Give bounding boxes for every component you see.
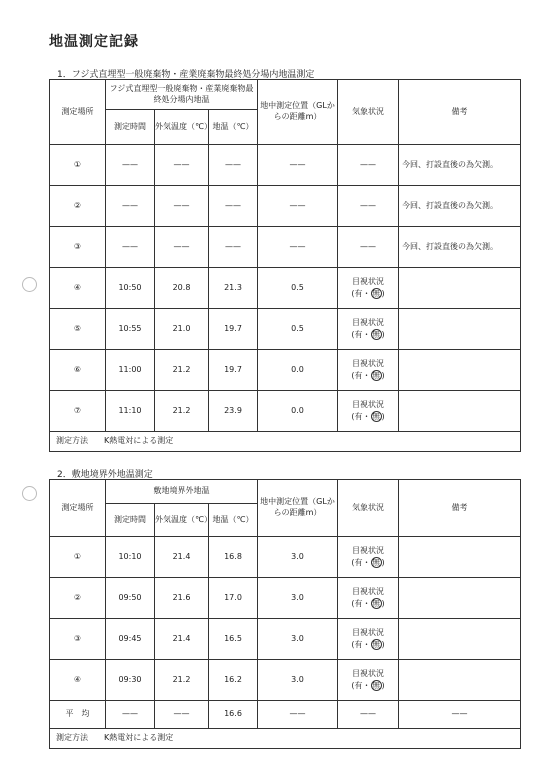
cell-depth: 3.0 bbox=[258, 660, 338, 701]
cell-remarks bbox=[399, 537, 521, 578]
cell-weather: —— bbox=[338, 186, 399, 227]
weather-label: 目視状況 bbox=[352, 545, 384, 555]
cell-weather: 目視状況 (有・ 無 ) bbox=[338, 537, 399, 578]
weather-no-circled: 無 bbox=[372, 288, 381, 298]
cell-time: —— bbox=[106, 145, 155, 186]
cell-remarks bbox=[399, 391, 521, 432]
header-location: 測定場所 bbox=[50, 480, 106, 537]
cell-remarks bbox=[399, 350, 521, 391]
cell-depth: —— bbox=[258, 145, 338, 186]
cell-air-temp: 20.8 bbox=[155, 268, 209, 309]
cell-air-temp: 21.6 bbox=[155, 578, 209, 619]
weather-yes: 有 bbox=[354, 329, 363, 339]
cell-time: 09:30 bbox=[106, 660, 155, 701]
cell-time: 10:50 bbox=[106, 268, 155, 309]
cell-location: ② bbox=[50, 186, 106, 227]
cell-ground-temp: —— bbox=[209, 186, 258, 227]
cell-depth: —— bbox=[258, 701, 338, 729]
section2-heading: 2．敷地境界外地温測定 bbox=[57, 470, 153, 480]
cell-air-temp: —— bbox=[155, 227, 209, 268]
cell-ground-temp: —— bbox=[209, 145, 258, 186]
cell-remarks bbox=[399, 309, 521, 350]
header-group: 敷地境界外地温 bbox=[106, 480, 258, 504]
cell-time: 11:00 bbox=[106, 350, 155, 391]
weather-yes: 有 bbox=[354, 557, 363, 567]
cell-depth: 0.0 bbox=[258, 350, 338, 391]
cell-time: —— bbox=[106, 227, 155, 268]
header-depth: 地中測定位置（GLからの距離m） bbox=[258, 480, 338, 537]
table-row bbox=[50, 227, 521, 268]
weather-label: 目視状況 bbox=[352, 317, 385, 327]
cell-weather: —— bbox=[338, 701, 399, 729]
cell-location: ③ bbox=[50, 227, 106, 268]
cell-location: ⑥ bbox=[50, 350, 106, 391]
weather-label: 目視状況 bbox=[352, 358, 385, 368]
cell-time: 10:10 bbox=[106, 537, 155, 578]
cell-location: ① bbox=[50, 145, 106, 186]
cell-ground-temp: 16.8 bbox=[209, 537, 258, 578]
weather-label: 目視状況 bbox=[352, 668, 384, 678]
cell-remarks bbox=[399, 578, 521, 619]
cell-time: 09:45 bbox=[106, 619, 155, 660]
punch-hole-1 bbox=[22, 277, 37, 292]
cell-location: ④ bbox=[50, 268, 106, 309]
cell-ground-temp: 16.2 bbox=[209, 660, 258, 701]
header-location: 測定場所 bbox=[50, 80, 106, 145]
cell-air-temp: 21.4 bbox=[155, 619, 209, 660]
cell-remarks: —— bbox=[399, 701, 521, 729]
cell-depth: 0.5 bbox=[258, 268, 338, 309]
cell-time: 09:50 bbox=[106, 578, 155, 619]
cell-ground-temp: 16.6 bbox=[209, 701, 258, 729]
cell-depth: 3.0 bbox=[258, 619, 338, 660]
cell-depth: —— bbox=[258, 227, 338, 268]
weather-no-circled: 無 bbox=[372, 639, 380, 649]
weather-label: 目視状況 bbox=[352, 276, 385, 286]
cell-depth: 3.0 bbox=[258, 537, 338, 578]
weather-label: 目視状況 bbox=[352, 399, 385, 409]
cell-remarks bbox=[399, 268, 521, 309]
cell-depth: —— bbox=[258, 186, 338, 227]
weather-no-circled: 無 bbox=[372, 329, 381, 339]
cell-weather: —— bbox=[338, 227, 399, 268]
header-group: フジ式直埋型一般廃棄物・産業廃棄物最終処分場内地温 bbox=[106, 80, 258, 110]
ground-temp-table-1 bbox=[49, 79, 521, 452]
cell-time: —— bbox=[106, 186, 155, 227]
header-time: 測定時間 bbox=[106, 504, 155, 537]
table-row bbox=[50, 145, 521, 186]
table-row bbox=[50, 391, 521, 432]
cell-depth: 0.5 bbox=[258, 309, 338, 350]
cell-depth: 0.0 bbox=[258, 391, 338, 432]
table-row bbox=[50, 309, 521, 350]
cell-air-temp: —— bbox=[155, 701, 209, 729]
weather-no-circled: 無 bbox=[372, 598, 380, 608]
cell-location: ② bbox=[50, 578, 106, 619]
cell-air-temp: 21.2 bbox=[155, 350, 209, 391]
cell-remarks: 今回、打設直後の為欠測。 bbox=[399, 145, 521, 186]
cell-ground-temp: 23.9 bbox=[209, 391, 258, 432]
cell-average-label: 平 均 bbox=[50, 701, 106, 729]
weather-yes: 有 bbox=[354, 411, 363, 421]
table-row bbox=[50, 268, 521, 309]
ground-temp-table-2 bbox=[49, 479, 521, 749]
cell-ground-temp: 17.0 bbox=[209, 578, 258, 619]
weather-label: 目視状況 bbox=[352, 586, 384, 596]
cell-remarks: 今回、打設直後の為欠測。 bbox=[399, 227, 521, 268]
cell-remarks bbox=[399, 619, 521, 660]
header-air-temp: 外気温度（℃） bbox=[155, 110, 209, 145]
table-row bbox=[50, 578, 521, 619]
weather-yes: 有 bbox=[354, 370, 363, 380]
cell-ground-temp: 19.7 bbox=[209, 350, 258, 391]
cell-location: ① bbox=[50, 537, 106, 578]
cell-ground-temp: —— bbox=[209, 227, 258, 268]
header-air-temp: 外気温度（℃） bbox=[155, 504, 209, 537]
weather-yes: 有 bbox=[354, 680, 363, 690]
table-row bbox=[50, 350, 521, 391]
cell-depth: 3.0 bbox=[258, 578, 338, 619]
cell-air-temp: 21.0 bbox=[155, 309, 209, 350]
measurement-method: 測定方法 K熱電対による測定 bbox=[50, 432, 521, 452]
table-row bbox=[50, 619, 521, 660]
section1-heading: 1．フジ式直埋型一般廃棄物・産業廃棄物最終処分場内地温測定 bbox=[57, 70, 315, 80]
header-depth: 地中測定位置（GLからの距離m） bbox=[258, 80, 338, 145]
cell-location: ⑤ bbox=[50, 309, 106, 350]
cell-air-temp: —— bbox=[155, 145, 209, 186]
weather-no-circled: 無 bbox=[372, 557, 380, 567]
header-remarks: 備考 bbox=[399, 480, 521, 537]
cell-weather: 目視状況 (有・ 無 ) bbox=[338, 309, 399, 350]
cell-ground-temp: 21.3 bbox=[209, 268, 258, 309]
weather-yes: 有 bbox=[354, 639, 363, 649]
punch-hole-2 bbox=[22, 486, 37, 501]
cell-remarks bbox=[399, 660, 521, 701]
cell-air-temp: 21.4 bbox=[155, 537, 209, 578]
cell-weather: 目視状況 (有・ 無 ) bbox=[338, 268, 399, 309]
cell-time: —— bbox=[106, 701, 155, 729]
cell-air-temp: 21.2 bbox=[155, 391, 209, 432]
header-remarks: 備考 bbox=[399, 80, 521, 145]
header-time: 測定時間 bbox=[106, 110, 155, 145]
cell-ground-temp: 16.5 bbox=[209, 619, 258, 660]
header-weather: 気象状況 bbox=[338, 80, 399, 145]
weather-yes: 有 bbox=[354, 288, 363, 298]
cell-location: ⑦ bbox=[50, 391, 106, 432]
header-ground-temp: 地温（℃） bbox=[209, 504, 258, 537]
cell-air-temp: 21.2 bbox=[155, 660, 209, 701]
cell-weather: 目視状況 (有・ 無 ) bbox=[338, 391, 399, 432]
cell-time: 10:55 bbox=[106, 309, 155, 350]
weather-no-circled: 無 bbox=[372, 411, 381, 421]
cell-weather: 目視状況 (有・ 無 ) bbox=[338, 660, 399, 701]
weather-no-circled: 無 bbox=[372, 370, 381, 380]
weather-yes: 有 bbox=[354, 598, 363, 608]
cell-time: 11:10 bbox=[106, 391, 155, 432]
weather-label: 目視状況 bbox=[352, 627, 384, 637]
header-ground-temp: 地温（℃） bbox=[209, 110, 258, 145]
cell-location: ④ bbox=[50, 660, 106, 701]
cell-weather: 目視状況 (有・ 無 ) bbox=[338, 578, 399, 619]
cell-weather: 目視状況 (有・ 無 ) bbox=[338, 350, 399, 391]
page-title: 地温測定記録 bbox=[49, 34, 139, 50]
table-row bbox=[50, 660, 521, 701]
cell-weather: —— bbox=[338, 145, 399, 186]
cell-ground-temp: 19.7 bbox=[209, 309, 258, 350]
table-row bbox=[50, 537, 521, 578]
cell-weather: 目視状況 (有・ 無 ) bbox=[338, 619, 399, 660]
average-row bbox=[50, 701, 521, 729]
cell-remarks: 今回、打設直後の為欠測。 bbox=[399, 186, 521, 227]
measurement-method: 測定方法 K熱電対による測定 bbox=[50, 729, 521, 749]
header-weather: 気象状況 bbox=[338, 480, 399, 537]
weather-no-circled: 無 bbox=[372, 680, 380, 690]
table-row bbox=[50, 186, 521, 227]
cell-air-temp: —— bbox=[155, 186, 209, 227]
cell-location: ③ bbox=[50, 619, 106, 660]
